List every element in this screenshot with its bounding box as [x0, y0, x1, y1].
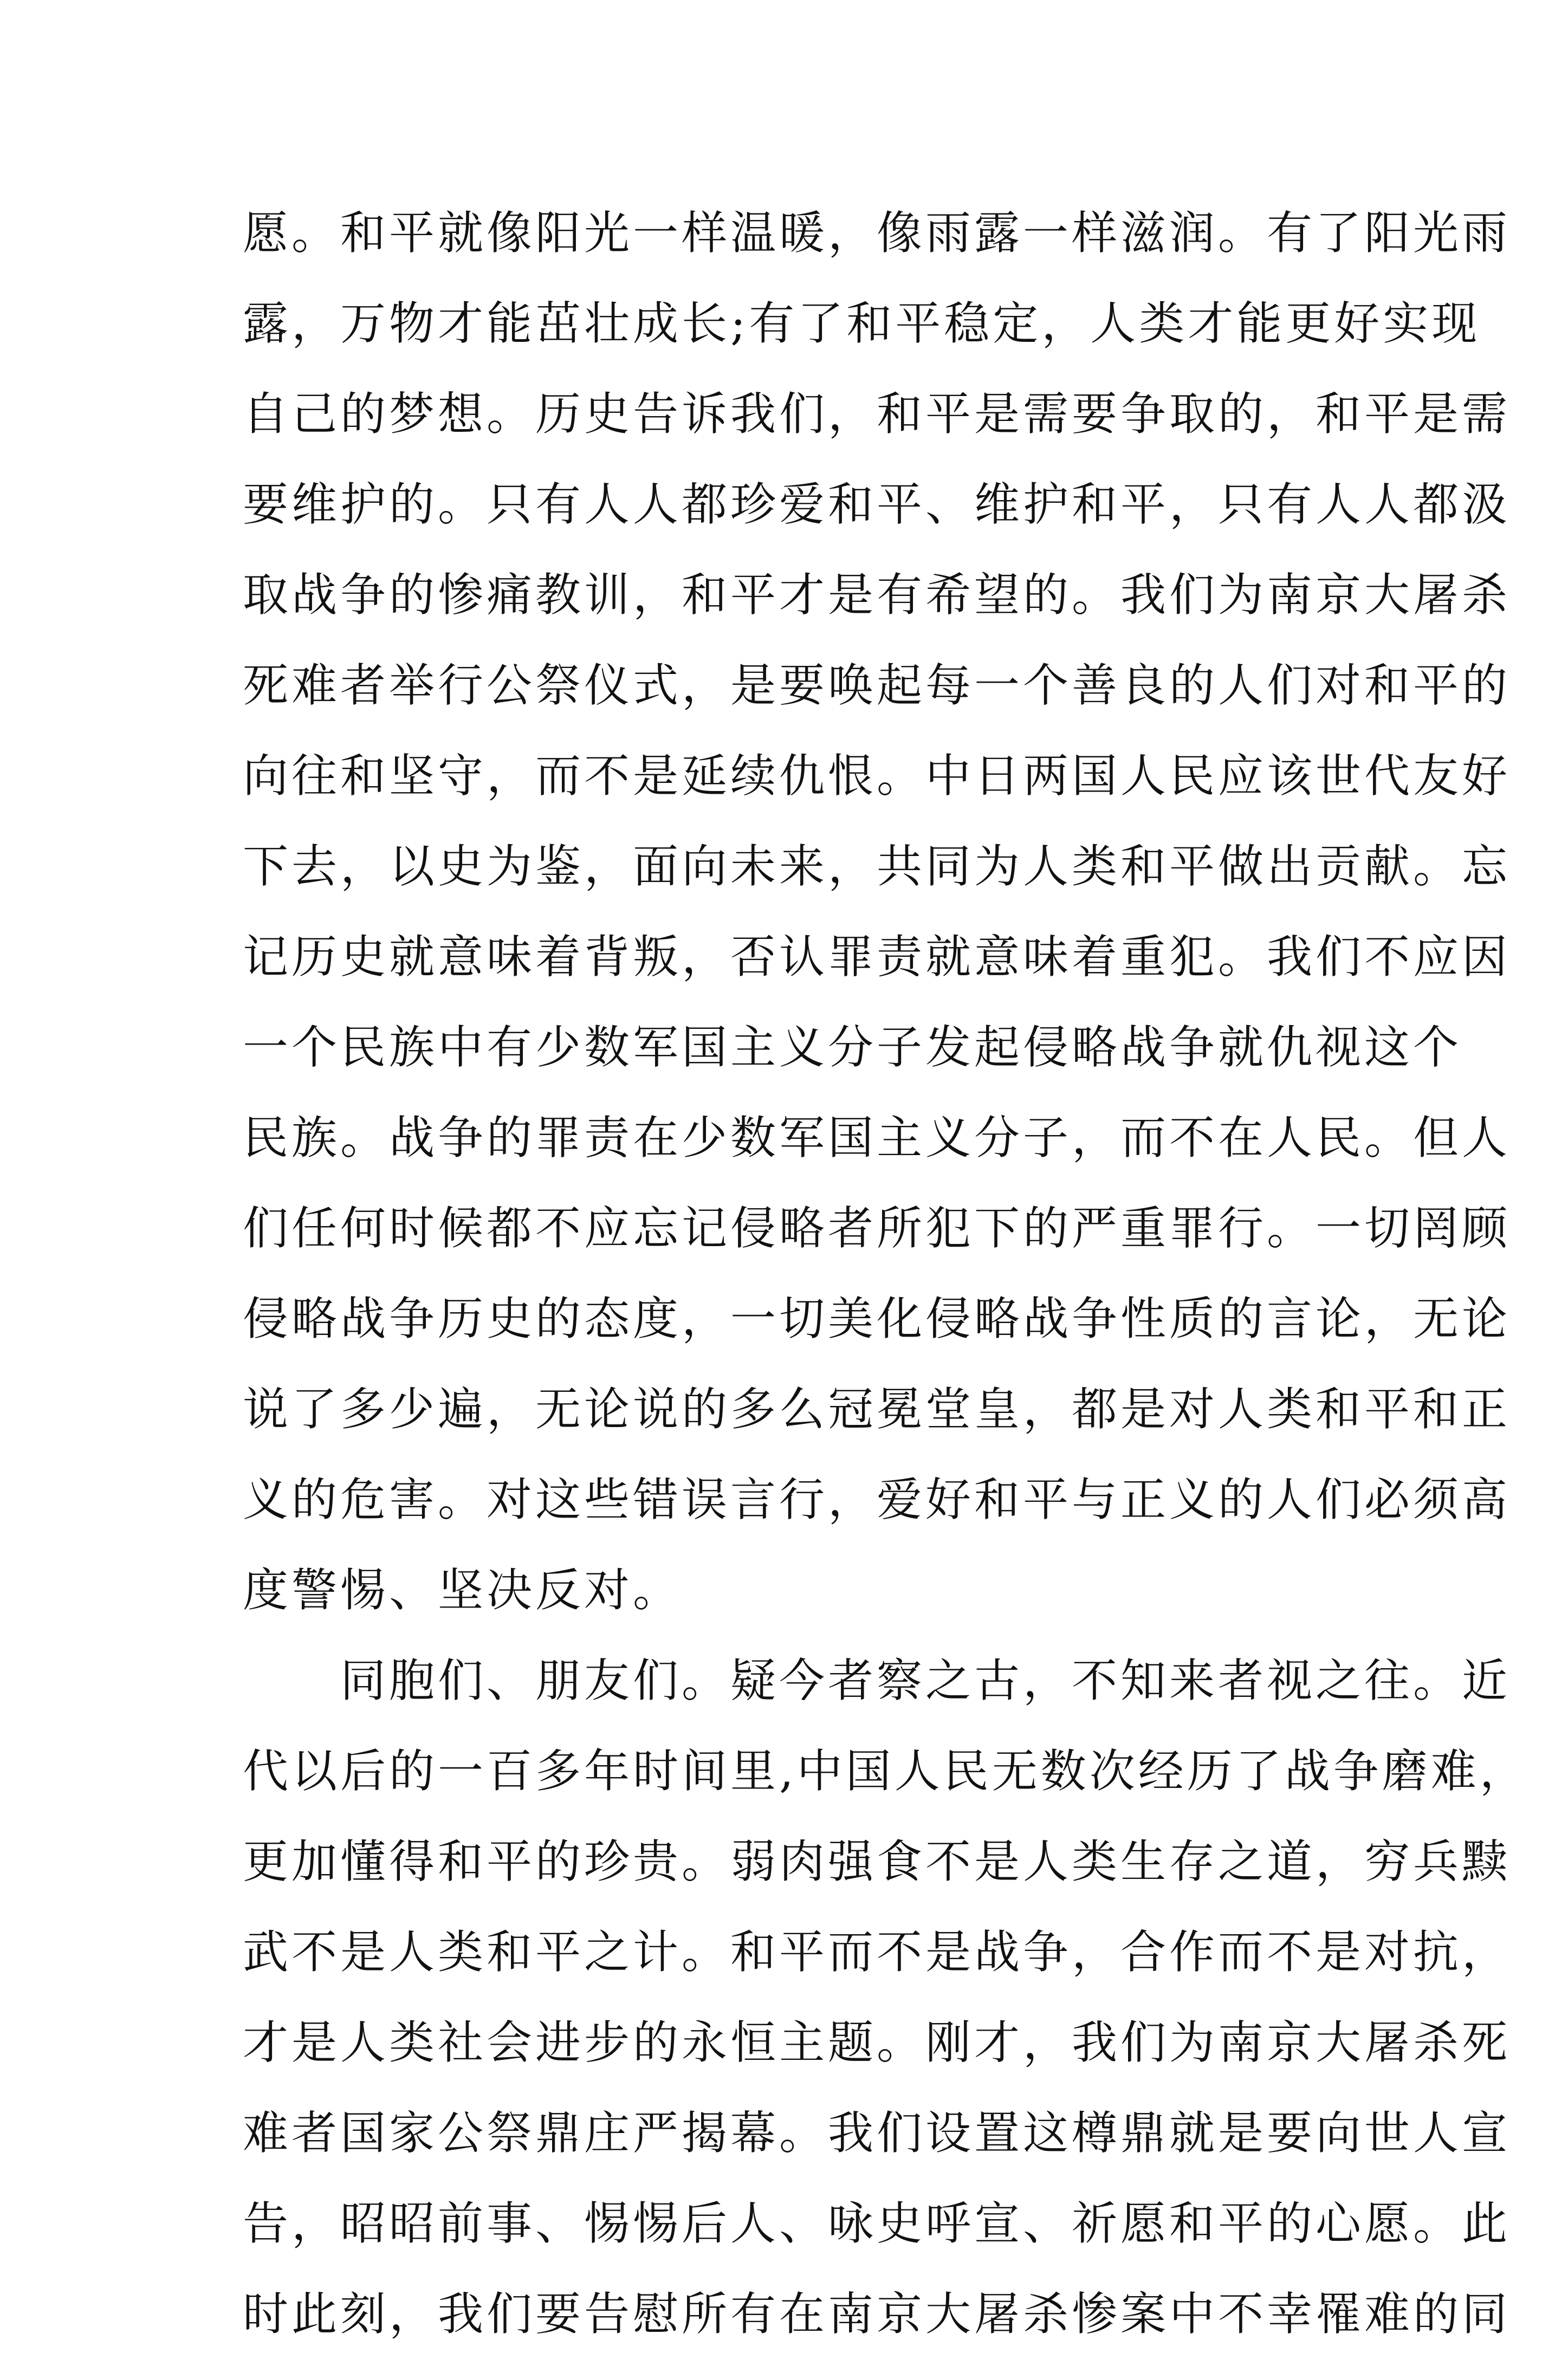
- text-line: 下去，以史为鉴，面向未来，共同为人类和平做出贡献。忘: [243, 840, 1511, 893]
- text-line: 才是人类社会进步的永恒主题。刚才，我们为南京大屠杀死: [243, 2016, 1511, 2069]
- text-line: 要维护的。只有人人都珍爱和平、维护和平，只有人人都汲: [243, 478, 1511, 531]
- text-line: 度警惕、坚决反对。: [243, 1564, 682, 1617]
- text-line: 同胞们、朋友们。疑今者察之古，不知来者视之往。近: [243, 1654, 1511, 1707]
- text-line: 武不是人类和平之计。和平而不是战争，合作而不是对抗，: [243, 1926, 1511, 1979]
- text-line: 侵略战争历史的态度，一切美化侵略战争性质的言论，无论: [243, 1292, 1511, 1345]
- text-line: 们任何时候都不应忘记侵略者所犯下的严重罪行。一切罔顾: [243, 1202, 1511, 1255]
- text-line: 难者国家公祭鼎庄严揭幕。我们设置这樽鼎就是要向世人宣: [243, 2106, 1511, 2160]
- text-line: 代以后的一百多年时间里,中国人民无数次经历了战争磨难，: [243, 1745, 1528, 1798]
- text-line: 愿。和平就像阳光一样温暖，像雨露一样滋润。有了阳光雨: [243, 206, 1511, 260]
- text-line: 更加懂得和平的珍贵。弱肉强食不是人类生存之道，穷兵黩: [243, 1835, 1511, 1888]
- text-line: 义的危害。对这些错误言行，爱好和平与正义的人们必须高: [243, 1473, 1511, 1526]
- text-line: 民族。战争的罪责在少数军国主义分子，而不在人民。但人: [243, 1111, 1511, 1164]
- text-line: 记历史就意味着背叛，否认罪责就意味着重犯。我们不应因: [243, 930, 1511, 983]
- text-line: 露，万物才能茁壮成长;有了和平稳定，人类才能更好实现: [243, 297, 1481, 350]
- text-line: 告，昭昭前事、惕惕后人、咏史呼宣、祈愿和平的心愿。此: [243, 2197, 1511, 2250]
- text-line: 说了多少遍，无论说的多么冠冕堂皇，都是对人类和平和正: [243, 1383, 1511, 1436]
- text-line: 一个民族中有少数军国主义分子发起侵略战争就仇视这个: [243, 1021, 1462, 1074]
- text-line: 取战争的惨痛教训，和平才是有希望的。我们为南京大屠杀: [243, 568, 1511, 621]
- text-line: 死难者举行公祭仪式，是要唤起每一个善良的人们对和平的: [243, 659, 1511, 712]
- text-line: 向往和坚守，而不是延续仇恨。中日两国人民应该世代友好: [243, 749, 1511, 802]
- text-line: 时此刻，我们要告慰所有在南京大屠杀惨案中不幸罹难的同: [243, 2287, 1511, 2341]
- body-text: [243, 206, 1528, 2379]
- text-line: 自己的梦想。历史告诉我们，和平是需要争取的，和平是需: [243, 387, 1511, 440]
